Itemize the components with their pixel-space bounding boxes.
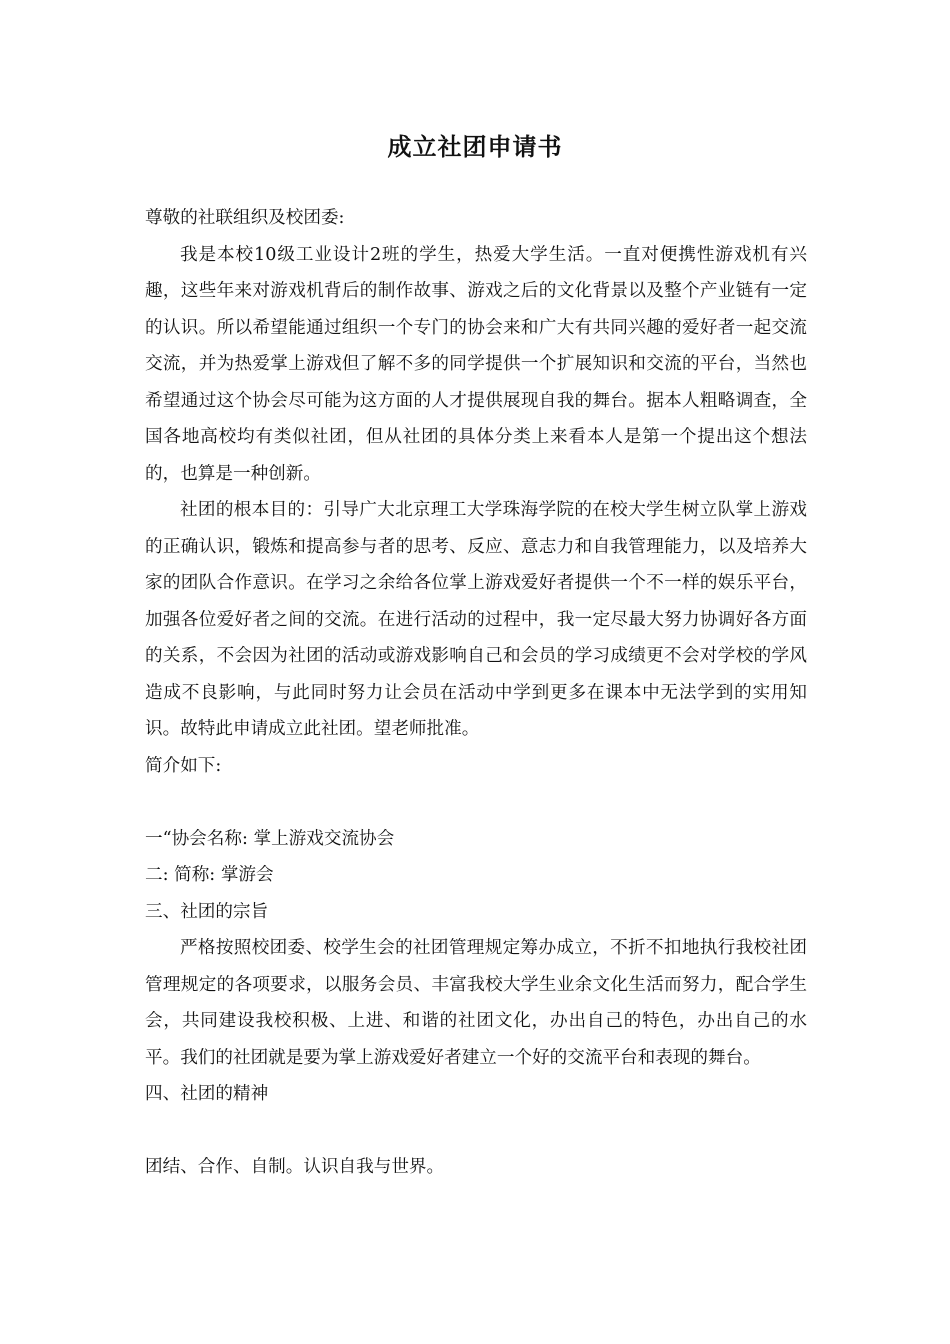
document-body — [145, 200, 807, 1186]
abbreviation-item: 二: 简称: 掌游会 — [145, 865, 274, 885]
salutation: 尊敬的社联组织及校团委: — [145, 208, 345, 228]
association-name-item: 一“协会名称: 掌上游戏交流协会 — [145, 828, 395, 849]
spirit-body: 团结、合作、自制。认识自我与世界。 — [145, 1157, 445, 1177]
purpose-heading: 三、社团的宗旨 — [145, 901, 269, 922]
spirit-heading: 四、社团的精神 — [145, 1084, 269, 1104]
paragraph-purpose: 社团的根本目的：引导广大北京理工大学珠海学院的在校大学生树立队掌上游戏的正确认识，锻炼和提高参与者的思考、反应、意志力和自我管理能力，以及培养大家的团队合作意识。在学习之余给各位掌上游戏爱好者提供一个不一样的娱乐平台，加强各位爱好者之间的交流。在进行活动的过程中，我一定尽最大努力协调好各方面的关系，不会因为社团的活动或游戏影响自己和会员的学习成绩更不会对学校的学风造成不良影响，与此同时努力让会员在活动中学到更多在课本中无法学到的实用知识。故特此申请成立此社团。望老师批准。 — [145, 500, 807, 739]
blank-line — [145, 1113, 807, 1150]
paragraph-introduction: 我是本校10级工业设计2班的学生，热爱大学生活。一直对便携性游戏机有兴趣，这些年来对游戏机背后的制作故事、游戏之后的文化背景以及整个产业链有一定的认识。所以希望能通过组织一个专门的协会来和广大有共同兴趣的爱好者一起交流交流，并为热爱掌上游戏但了解不多的同学提供一个扩展知识和交流的平台，当然也希望通过这个协会尽可能为这方面的人才提供展现自我的舞台。据本人粗略调查，全国各地高校均有类似社团，但从社团的具体分类上来看本人是第一个提出这个想法的，也算是一种创新。 — [145, 244, 807, 484]
document-title: 成立社团申请书 — [387, 133, 563, 161]
intro-label: 简介如下: — [145, 755, 222, 776]
purpose-body: 严格按照校团委、校学生会的社团管理规定筹办成立，不折不扣地执行我校社团管理规定的各项要求，以服务会员、丰富我校大学生业余文化生活而努力，配合学生会，共同建设我校积极、上进、和谐的社团文化，办出自己的特色，办出自己的水平。我们的社团就是要为掌上游戏爱好者建立一个好的交流平台和表现的舞台。 — [145, 938, 807, 1068]
blank-line — [145, 784, 807, 821]
